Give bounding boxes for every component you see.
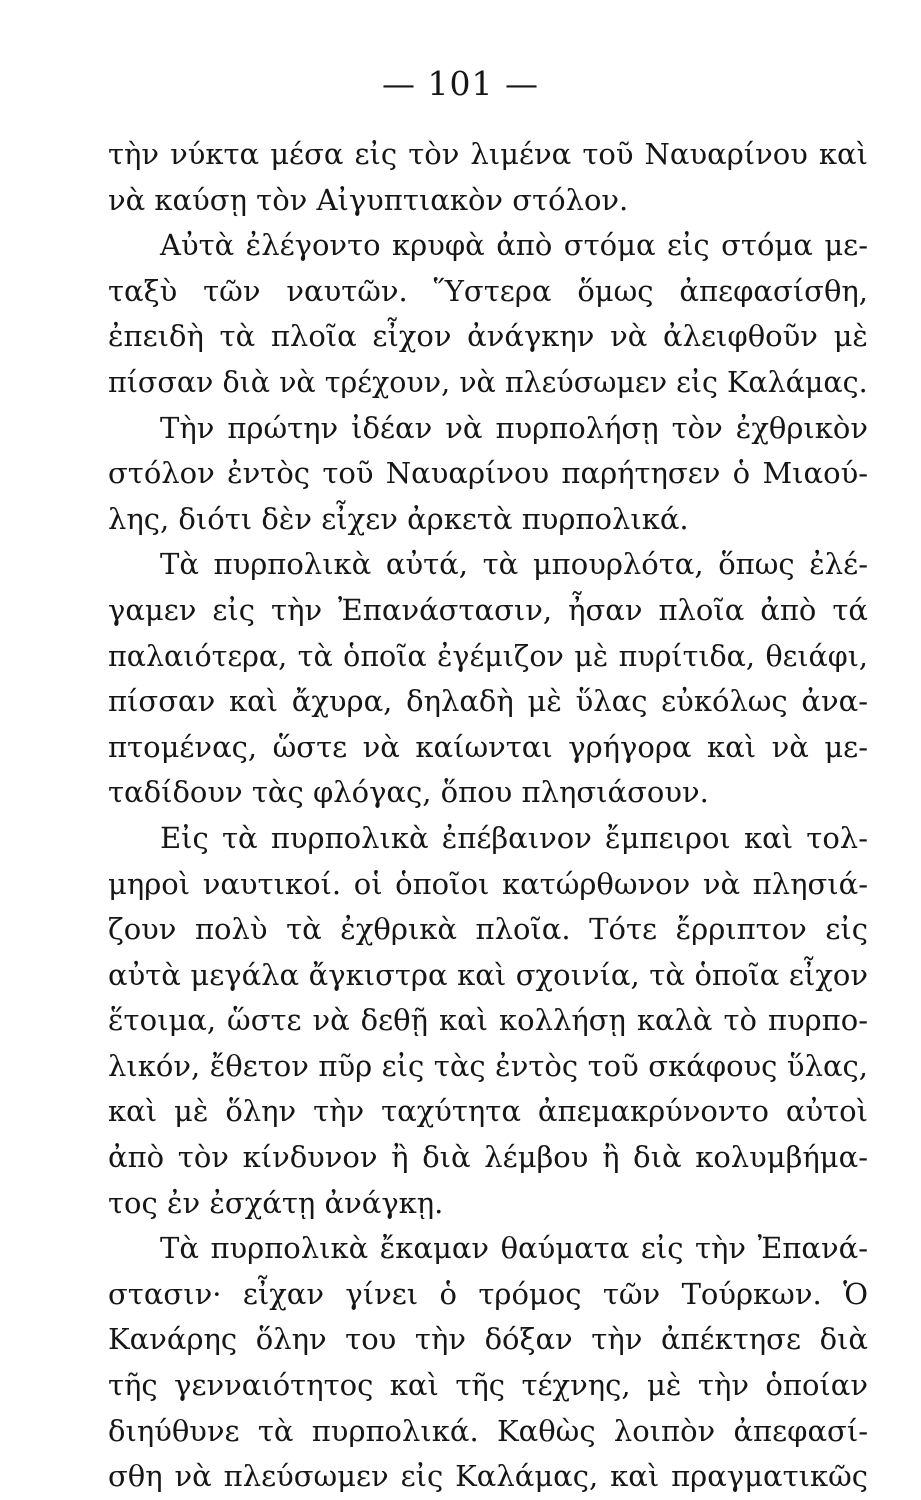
text-line: πίσσαν διὰ νὰ τρέχουν, νὰ πλεύσωμεν εἰς Καλάμας. [108,365,868,399]
page-number: — 101 — [382,64,539,103]
text-line: νὰ καύσῃ τὸν Αἰγυπτιακὸν στόλον. [108,182,629,217]
text-line: γαμεν εἰς τὴν Ἐπανάστασιν, ἦσαν πλοῖα ἀπὸ τά [108,592,868,627]
text-line: ζουν πολὺ τὰ ἐχθρικὰ πλοῖα. Τότε ἔρριπτον εἰς [108,912,868,947]
text-line: διηύθυνε τὰ πυρπολικά. Καθὼς λοιπὸν ἀπεφασί- [108,1413,868,1448]
text-line: ἕτοιμα, ὥστε νὰ δεθῇ καὶ κολλήσῃ καλὰ τὸ πυρπο- [108,1003,868,1038]
text-line: ταξὺ τῶν ναυτῶν. Ὕστερα ὅμως ἀπεφασίσθη, [108,273,868,308]
text-line: ταδίδουν τὰς φλόγας, ὅπου πλησιάσουν. [108,775,709,810]
text-line: λικόν, ἔθετον πῦρ εἰς τὰς ἐντὸς τοῦ σκάφους ὕλας, [108,1048,868,1083]
text-line: Τὰ πυρπολικὰ ἔκαμαν θαύματα εἰς τὴν Ἐπανά- [160,1231,868,1266]
text-line: πίσσαν καὶ ἄχυρα, δηλαδὴ μὲ ὕλας εὐκόλως ἀνα- [108,684,868,719]
text-line: στόλον ἐντὸς τοῦ Ναυαρίνου παρήτησεν ὁ Μιαού- [108,456,868,491]
text-line: λης, διότι δὲν εἶχεν ἀρκετὰ πυρπολικά. [108,501,689,536]
text-line: πτομένας, ὥστε νὰ καίωνται γρήγορα καὶ νὰ με- [108,729,868,764]
text-line: Εἰς τὰ πυρπολικὰ ἐπέβαινον ἔμπειροι καὶ τολ- [160,820,868,855]
text-line: τὴν νύκτα μέσα εἰς τὸν λιμένα τοῦ Ναυαρίνου καὶ [108,137,868,171]
text-line: ἀπὸ τὸν κίνδυνον ἢ διὰ λέμβου ἢ διὰ κολυμβήμα- [108,1140,868,1175]
text-line: Κανάρης ὅλην του τὴν δόξαν τὴν ἀπέκτησε διὰ [108,1322,868,1357]
text-line: Αὐτὰ ἐλέγοντο κρυφὰ ἀπὸ στόμα εἰς στόμα με- [160,228,868,263]
text-line: Τὴν πρώτην ἰδέαν νὰ πυρπολήσῃ τὸν ἐχθρικὸν [160,410,868,445]
text-line: μηροὶ ναυτικοί. οἱ ὁποῖοι κατώρθωνον νὰ πλησιά- [108,866,868,901]
text-line: τῆς γενναιότητος καὶ τῆς τέχνης, μὲ τὴν ὁποίαν [108,1368,868,1403]
text-line: στασιν· εἶχαν γίνει ὁ τρόμος τῶν Τούρκων. Ὁ [108,1276,868,1311]
body-text [108,132,868,1500]
text-line: σθη νὰ πλεύσωμεν εἰς Καλάμας, καὶ πραγματικῶς [108,1459,868,1494]
text-line: αὐτὰ μεγάλα ἄγκιστρα καὶ σχοινία, τὰ ὁποῖα εἶχον [108,957,868,992]
text-line: καὶ μὲ ὅλην τὴν ταχύτητα ἀπεμακρύνοντο αὐτοὶ [108,1094,868,1129]
text-line: τος ἐν ἐσχάτῃ ἀνάγκῃ. [108,1185,444,1220]
text-line: Τὰ πυρπολικὰ αὐτά, τὰ μπουρλότα, ὅπως ἐλέ- [160,547,868,582]
text-line: ἐπειδὴ τὰ πλοῖα εἶχον ἀνάγκην νὰ ἀλειφθοῦν μὲ [108,319,868,354]
text-line: παλαιότερα, τὰ ὁποῖα ἐγέμιζον μὲ πυρίτιδα, θειάφι, [108,639,868,673]
